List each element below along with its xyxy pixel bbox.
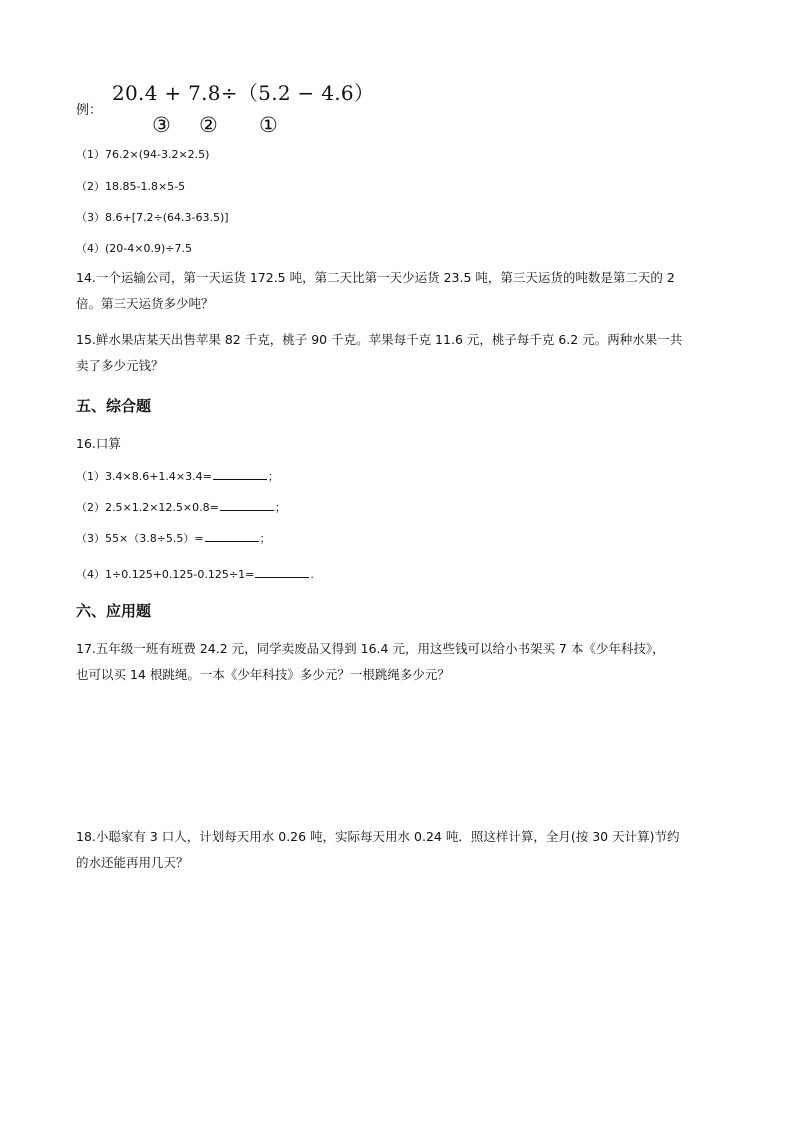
q16-item-3-text: （3）55×（3.8÷5.5）= [76,532,204,545]
q16-item-4-text: （4）1÷0.125+0.125-0.125÷1= [76,568,255,581]
answer-blank[interactable] [220,498,274,511]
question-17-line-2: 也可以买 14 根跳绳。一本《少年科技》多少元？一根跳绳多少元？ [76,667,450,682]
question-14-line-2: 倍。第三天运货多少吨？ [76,296,214,311]
answer-blank[interactable] [255,565,309,578]
q13-item-2: （2）18.85-1.8×5-5 [76,180,186,193]
question-18-line-1: 18.小聪家有 3 口人，计划每天用水 0.26 吨，实际每天用水 0.24 吨．照这样计算，全月(按 30 天计算)节约 [76,829,680,844]
example-step-3: ③ [152,113,171,137]
q13-item-1: （1）76.2×(94-3.2×2.5) [76,148,210,161]
example-step-2: ② [199,113,218,137]
question-14-line-1: 14.一个运输公司，第一天运货 172.5 吨，第二天比第一天少运货 23.5 吨，第三天运货的吨数是第二天的 2 [76,270,675,285]
q16-item-3-end: ； [259,532,271,545]
example-formula: 20.4 + 7.8÷（5.2 − 4.6） [112,81,375,105]
question-18-line-2: 的水还能再用几天？ [76,855,189,870]
q16-item-1 [76,467,279,484]
question-15-line-2: 卖了多少元钱？ [76,358,164,373]
question-17-line-1: 17.五年级一班有班费 24.2 元，同学卖废品又得到 16.4 元，用这些钱可以给小书架买 7 本《少年科技》， [76,641,665,656]
q13-item-3: （3）8.6+[7.2÷(64.3-63.5)] [76,211,229,224]
q13-item-4: （4）(20-4×0.9)÷7.5 [76,242,192,255]
example-step-1: ① [259,113,278,137]
q16-item-3 [76,529,271,546]
answer-blank[interactable] [213,467,267,480]
question-18 [76,824,726,876]
q16-item-4 [76,565,314,582]
question-15 [76,327,726,379]
question-16-title: 16.口算 [76,436,121,451]
example-label: 例： [76,103,103,118]
question-15-line-1: 15.鲜水果店某天出售苹果 82 千克，桃子 90 千克。苹果每千克 11.6 元，桃子每千克 6.2 元。两种水果一共 [76,332,683,347]
question-14 [76,265,726,317]
q16-item-2-end: ； [274,501,286,514]
section-5-heading: 五、综合题 [76,397,152,415]
question-17 [76,636,726,688]
section-6-heading: 六、应用题 [76,602,152,620]
q16-item-2 [76,498,286,515]
q16-item-4-end: . [310,568,314,581]
answer-blank[interactable] [205,529,259,542]
q16-item-2-text: （2）2.5×1.2×12.5×0.8= [76,501,219,514]
q16-item-1-text: （1）3.4×8.6+1.4×3.4= [76,470,212,483]
q16-item-1-end: ； [267,470,279,483]
